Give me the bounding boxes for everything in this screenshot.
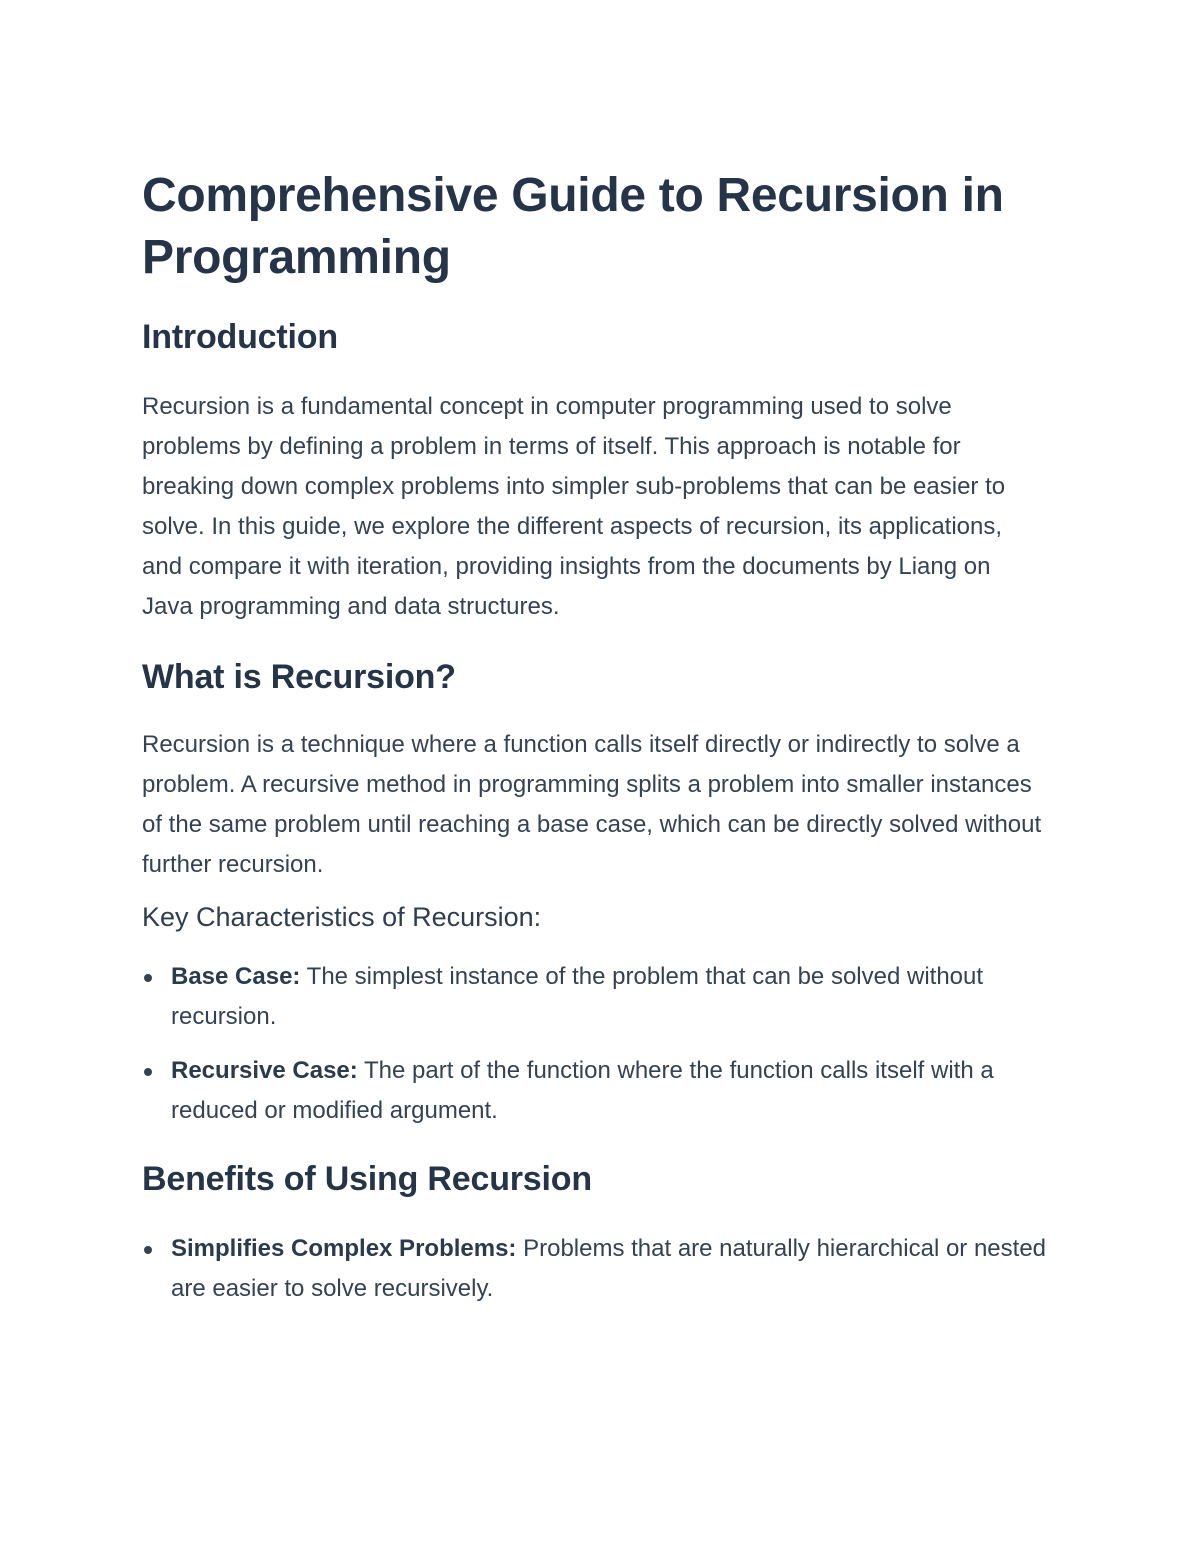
bullet-icon — [144, 974, 152, 982]
list-item-text: The part of the function where the function calls itself with a reduced or modified argument. — [171, 1057, 994, 1124]
list-item-base-case — [142, 957, 1047, 1037]
list-item-text: The simplest instance of the problem that can be solved without recursion. — [171, 963, 984, 1030]
list-item-simplifies-complex-problems — [142, 1229, 1047, 1309]
list-item-recursive-case — [142, 1051, 1047, 1131]
introduction-paragraph: Recursion is a fundamental concept in computer programming used to solve problems by defining a problem in terms of itself. This approach is notable for breaking down complex problems into simpler sub-problems that can be easier to solve. In this guide, we explore the different aspects of recursion, its applications, and compare it with iteration, providing insights from the documents by Liang on Java programming and data structures. — [142, 393, 1006, 620]
list-item-term: Base Case: — [171, 963, 301, 990]
key-characteristics-list — [142, 957, 1047, 1131]
benefits-list — [142, 1229, 1047, 1309]
page-title: Comprehensive Guide to Recursion in Programming — [142, 169, 1004, 284]
list-item-term: Simplifies Complex Problems: — [171, 1235, 517, 1262]
list-item-term: Recursive Case: — [171, 1057, 358, 1084]
bullet-icon — [144, 1068, 152, 1076]
document-page — [142, 165, 1047, 1309]
section-heading-introduction: Introduction — [142, 318, 338, 356]
section-heading-benefits: Benefits of Using Recursion — [142, 1160, 592, 1198]
list-item-text: Problems that are naturally hierarchical or nested are easier to solve recursively. — [171, 1235, 1047, 1302]
what-is-recursion-paragraph: Recursion is a technique where a function calls itself directly or indirectly to solve a problem. A recursive method in programming splits a problem into smaller instances of the same problem until reaching a base case, which can be directly solved without further recursion. — [142, 731, 1042, 878]
key-characteristics-heading: Key Characteristics of Recursion: — [142, 902, 542, 932]
section-heading-what-is-recursion: What is Recursion? — [142, 658, 456, 696]
bullet-icon — [144, 1246, 152, 1254]
